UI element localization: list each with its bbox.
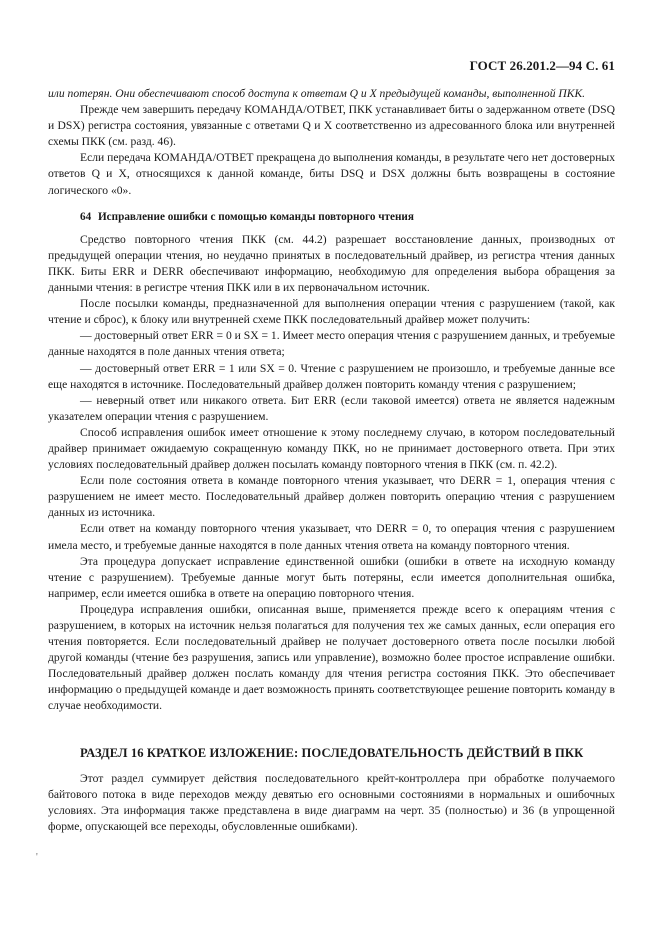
subsection-number: 64 xyxy=(80,210,92,223)
section-heading: РАЗДЕЛ 16 КРАТКОЕ ИЗЛОЖЕНИЕ: ПОСЛЕДОВАТЕЛЬНОСТЬ ДЕЙСТВИЙ В ПКК xyxy=(80,745,584,760)
subsection-heading xyxy=(80,209,615,225)
margin-mark: ' xyxy=(36,852,38,863)
paragraph: Эта процедура допускает исправление единственной ошибки (ошибки в ответе на исходную команду чтение с разрушением). Требуемые данные могут быть потеряны, если имеется дополнительная ошибка, например, если имеется ошибка в ответе на операцию повторного чтения. xyxy=(48,554,615,600)
body-text xyxy=(48,86,615,835)
paragraph: Прежде чем завершить передачу КОМАНДА/ОТВЕТ, ПКК устанавливает биты о задержанном ответе (DSQ и DSX) регистра состояния, увязанные с ответами Q и X соответственно из адресованного блока или внутренней схемы ПКК (см. разд. 46). xyxy=(48,103,615,149)
subsection-title: Исправление ошибки с помощью команды повторного чтения xyxy=(97,210,414,223)
list-item: — достоверный ответ ERR = 1 или SX = 0. Чтение с разрушением не произошло, и требуемые данные все еще находятся в источнике. Последовательный драйвер должен повторить команду чтения с разрушением; xyxy=(48,361,615,391)
paragraph: Если передача КОМАНДА/ОТВЕТ прекращена до выполнения команды, в результате чего нет достоверных ответов Q и X, относящихся к данной команде, биты DSQ и DSX должны быть возвращены в состояние логического «0». xyxy=(48,151,615,197)
list-item: — неверный ответ или никакого ответа. Бит ERR (если таковой имеется) ответа не является надежным указателем операции чтения с разрушением. xyxy=(48,393,615,423)
running-head: ГОСТ 26.201.2—94 С. 61 xyxy=(469,58,615,73)
paragraph: Если поле состояния ответа в команде повторного чтения указывает, что DERR = 1, операция чтения с разрушением не имеет место. Последовательный драйвер должен повторить операцию чтения с разрушением данных из источника. xyxy=(48,474,615,520)
paragraph: Процедура исправления ошибки, описанная выше, применяется прежде всего к операциям чтения с разрушением, в которых на источник нельзя полагаться для получения тех же самых данных, если операция его чтения повторяется. Если последовательный драйвер не получает достоверного ответа после посылки любой другой команды (чтение без разрушения, запись или управление), возможно более простое исправление ошибки. Последовательный драйвер должен послать команду для чтения регистра состояния ПКК. Это обеспечивает информацию о предыдущей команде и дает возможность принять соответствующее решение повторить команду в случае необходимости. xyxy=(48,602,615,713)
paragraph: Если ответ на команду повторного чтения указывает, что DERR = 0, то операция чтения с разрушением имела место, и требуемые данные находятся в поле данных чтения ответа на команду повторного чтения. xyxy=(48,522,615,552)
paragraph: Этот раздел суммирует действия последовательного крейт-контроллера при обработке получаемого байтового потока в виде переходов между девятью его основными состояниями в нормальных и ошибочных условиях. Эта информация также представлена в виде диаграмм на черт. 35 (полностью) и 36 (в упрощенной форме, опускающей все переходы, обусловленные ошибками). xyxy=(48,771,615,833)
list-item: — достоверный ответ ERR = 0 и SX = 1. Имеет место операция чтения с разрушением данных, и требуемые данные находятся в поле данных чтения ответа; xyxy=(48,329,615,359)
paragraph: После посылки команды, предназначенной для выполнения операции чтения с разрушением (такой, как чтение и сброс), к блоку или внутренней схеме ПКК последовательный драйвер может получить: xyxy=(48,297,615,327)
paragraph: Способ исправления ошибок имеет отношение к этому последнему случаю, в котором последовательный драйвер принимает ожидаемую сокращенную команду ПКК, но не принимает достоверного ответа. При этих условиях последовательный драйвер должен посылать команду повторного чтения в ПКК (см. п. 42.2). xyxy=(48,425,615,472)
paragraph: или потерян. Они обеспечивают способ доступа к ответам Q и X предыдущей команды, выполненной ПКК. xyxy=(48,87,586,100)
paragraph: Средство повторного чтения ПКК (см. 44.2) разрешает восстановление данных, производных от предыдущей операции чтения, но неудачно принятых в последовательный драйвер, из регистра чтения данных ПКК. Биты ERR и DERR обеспечивают информацию, необходимую для определения выбора обращения за данными чтения: в регистре чтения ПКК или в их первоначальном источник. xyxy=(48,232,615,295)
